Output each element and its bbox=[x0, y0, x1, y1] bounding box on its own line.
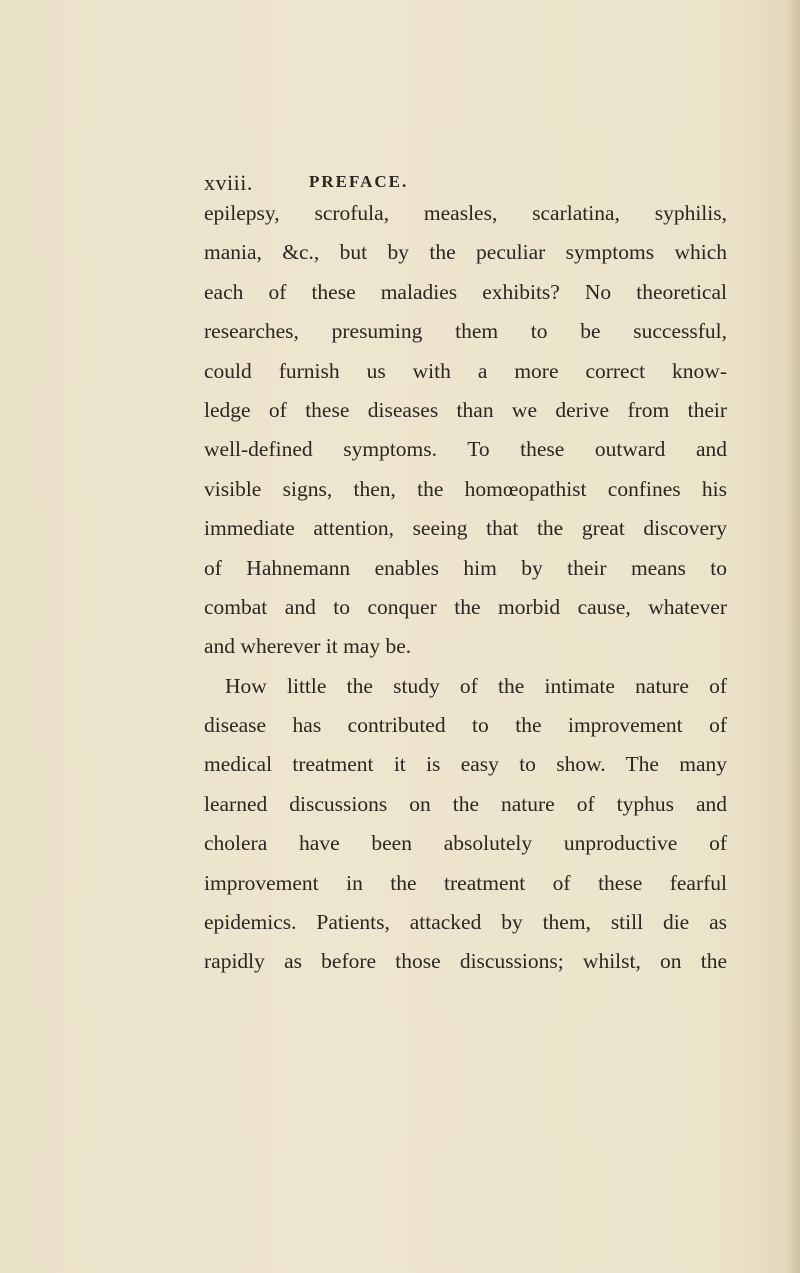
text-line: epilepsy, scrofula, measles, scarlatina, syphilis, bbox=[204, 201, 727, 225]
text-line: of Hahnemann enables him by their means to bbox=[204, 555, 727, 580]
text-line: improvement in the treatment of these fearful bbox=[204, 870, 727, 895]
text-line: each of these maladies exhibits? No theoretical bbox=[204, 279, 727, 304]
text-line: immediate attention, seeing that the great discovery bbox=[204, 516, 727, 541]
text-line: ledge of these diseases than we derive from their bbox=[204, 397, 727, 422]
text-line: researches, presuming them to be successful, bbox=[204, 319, 727, 344]
text-line: disease has contributed to the improvement of bbox=[204, 713, 727, 738]
paragraph-end-line: and wherever it may be. bbox=[204, 634, 412, 659]
text-line: combat and to conquer the morbid cause, whatever bbox=[204, 594, 727, 619]
text-line: learned discussions on the nature of typhus and bbox=[204, 791, 727, 816]
text-line: visible signs, then, the homœopathist confines his bbox=[204, 476, 727, 501]
text-line: mania, &c., but by the peculiar symptoms which bbox=[204, 240, 727, 265]
text-line: rapidly as before those discussions; whilst, on the bbox=[204, 949, 727, 974]
paragraph-start-line: How little the study of the intimate nature of bbox=[225, 673, 727, 698]
text-line: epidemics. Patients, attacked by them, still die as bbox=[204, 910, 727, 935]
page-edge-shadow bbox=[786, 0, 800, 1273]
body-text bbox=[204, 194, 727, 982]
page-number: xviii. bbox=[204, 170, 253, 195]
running-head: PREFACE. bbox=[309, 172, 409, 191]
text-line: cholera have been absolutely unproductive of bbox=[204, 831, 727, 856]
text-line: could furnish us with a more correct know- bbox=[204, 358, 727, 383]
text-line: medical treatment it is easy to show. The many bbox=[204, 752, 727, 777]
text-line: well-defined symptoms. To these outward and bbox=[204, 437, 727, 462]
